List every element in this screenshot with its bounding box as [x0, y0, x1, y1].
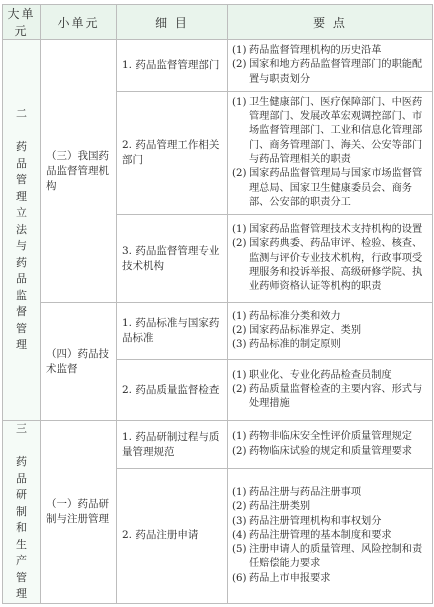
unit-title-char: 药 — [16, 140, 27, 154]
point-text: 药品上市申报要求 — [249, 572, 331, 584]
unit-title-char: 立 — [16, 206, 27, 220]
point-item — [232, 369, 429, 383]
unit-title-char: 理 — [16, 189, 27, 203]
points-cell — [228, 469, 433, 604]
unit-title-char: 品 — [16, 156, 27, 170]
point-text: 国家和地方药品监督管理部门的职能配置与职责划分 — [249, 59, 423, 85]
unit-title — [15, 139, 29, 354]
point-text: 药物临床试验的规定和质量管理要求 — [249, 445, 412, 457]
point-text: 药品注册管理机构和事权划分 — [249, 515, 382, 527]
point-text: 药物非临床安全性评价质量管理规定 — [249, 431, 412, 443]
unit-cell — [3, 40, 41, 421]
header-unit: 大单元 — [3, 5, 41, 40]
point-text: 国家药品监督管理技术支持机构的设置 — [249, 224, 423, 236]
sub-unit-cell: （四）药品技术监督 — [41, 303, 117, 421]
point-number: (1) — [232, 224, 247, 236]
point-number: (2) — [232, 384, 247, 396]
point-text: 药品注册与药品注册事项 — [249, 486, 362, 498]
point-text: 注册申请人的质量管理、风险控制和责任赔偿能力要求 — [249, 544, 423, 570]
unit-title-char: 品 — [16, 272, 27, 286]
point-number: (6) — [232, 572, 247, 584]
point-number: (2) — [232, 445, 247, 457]
point-item — [232, 338, 429, 352]
points-cell — [228, 421, 433, 469]
point-number: (2) — [232, 501, 247, 513]
point-number: (1) — [232, 486, 247, 498]
point-number: (4) — [232, 529, 247, 541]
unit-title-char: 品 — [16, 471, 27, 485]
header-sub-unit: 小单元 — [41, 5, 117, 40]
point-text: 国家药品标准界定、类别 — [249, 325, 362, 337]
points-cell — [228, 40, 433, 92]
point-text: 药品质量监督检查的主要内容、形式与处理措施 — [249, 384, 423, 410]
point-number: (2) — [232, 325, 247, 337]
point-number: (3) — [232, 339, 247, 351]
point-number: (1) — [232, 45, 247, 56]
unit-title-char: 和 — [16, 521, 27, 535]
header-points: 要 点 — [228, 5, 433, 40]
point-text: 职业化、专业化药品检查员制度 — [249, 369, 392, 381]
point-item — [232, 167, 429, 210]
header-item: 细 目 — [117, 5, 228, 40]
point-number: (1) — [232, 96, 247, 108]
item-cell: 2. 药品注册申请 — [117, 469, 228, 604]
item-cell: 2. 药品质量监督检查 — [117, 360, 228, 421]
table-row — [3, 40, 433, 92]
unit-title-char: 研 — [16, 488, 27, 502]
point-text: 药品标准的制定原则 — [249, 339, 341, 351]
point-number: (1) — [232, 431, 247, 443]
unit-number: 二 — [16, 107, 27, 121]
sub-unit-cell: （一）药品研制与注册管理 — [41, 421, 117, 604]
item-cell: 1. 药品标准与国家药品标准 — [117, 303, 228, 360]
unit-number: 三 — [16, 422, 27, 436]
unit-title-char: 生 — [16, 537, 27, 551]
point-item — [232, 96, 429, 167]
point-item — [232, 430, 429, 444]
unit-title-char: 药 — [16, 255, 27, 269]
unit-title — [15, 454, 29, 603]
point-item — [232, 486, 429, 500]
point-text: 国家药品监督管理局与国家市场监督管理总局、国家卫生健康委员会、商务部、公安部的职责分工 — [249, 168, 423, 208]
table-row — [3, 421, 433, 469]
point-item — [232, 445, 429, 459]
point-text: 国家药典委、药品审评、检验、核查、监测与评价专业技术机构，行政事项受理服务和投诉举报、高级研修学院、执业药师资格认证等机构的职责 — [249, 238, 423, 293]
unit-title-char: 理 — [16, 338, 27, 352]
points-cell — [228, 91, 433, 214]
unit-title-char: 法 — [16, 222, 27, 236]
unit-title-char: 督 — [16, 305, 27, 319]
point-item — [232, 310, 429, 324]
unit-label — [3, 421, 40, 603]
points-cell — [228, 303, 433, 360]
point-item — [232, 237, 429, 294]
point-item — [232, 529, 429, 543]
point-item — [232, 44, 429, 58]
table-header-row — [3, 5, 433, 40]
unit-title-char: 药 — [16, 455, 27, 469]
sub-unit-cell: （三）我国药品监督管理机构 — [41, 40, 117, 303]
unit-title-char: 理 — [16, 587, 27, 601]
points-cell — [228, 215, 433, 303]
point-number: (2) — [232, 238, 247, 250]
table-body — [3, 40, 433, 604]
item-cell: 1. 药品研制过程与质量管理规范 — [117, 421, 228, 469]
point-text: 药品注册管理的基本制度和要求 — [249, 529, 392, 541]
unit-label — [3, 106, 40, 354]
syllabus-table — [2, 4, 433, 604]
unit-title-char: 与 — [16, 239, 27, 253]
unit-title-char: 管 — [16, 570, 27, 584]
point-number: (1) — [232, 310, 247, 322]
table-row — [3, 303, 433, 360]
point-item — [232, 543, 429, 572]
point-number: (5) — [232, 544, 247, 556]
unit-title-char: 产 — [16, 554, 27, 568]
point-item — [232, 572, 429, 586]
point-item — [232, 324, 429, 338]
point-text: 药品标准分类和效力 — [249, 310, 341, 322]
point-text: 药品注册类别 — [249, 501, 311, 513]
point-number: (2) — [232, 59, 247, 71]
item-cell: 3. 药品监督管理专业技术机构 — [117, 215, 228, 303]
point-item — [232, 515, 429, 529]
item-cell: 1. 药品监督管理部门 — [117, 40, 228, 92]
point-item — [232, 383, 429, 412]
points-cell — [228, 360, 433, 421]
unit-title-char: 制 — [16, 504, 27, 518]
point-text: 药品监督管理机构的历史沿革 — [249, 45, 382, 56]
item-cell: 2. 药品管理工作相关部门 — [117, 91, 228, 214]
unit-cell — [3, 421, 41, 604]
unit-title-char: 管 — [16, 173, 27, 187]
point-item — [232, 500, 429, 514]
unit-title-char: 管 — [16, 321, 27, 335]
unit-title-char: 监 — [16, 288, 27, 302]
point-text: 卫生健康部门、医疗保障部门、中医药管理部门、发展改革宏观调控部门、市场监督管理部门、工业和信息化管理部门、商务管理部门、海关、公安等部门与药品管理相关的职责 — [249, 96, 423, 166]
point-item — [232, 223, 429, 237]
point-number: (2) — [232, 168, 247, 180]
point-number: (3) — [232, 515, 247, 527]
point-item — [232, 58, 429, 87]
point-number: (1) — [232, 369, 247, 381]
